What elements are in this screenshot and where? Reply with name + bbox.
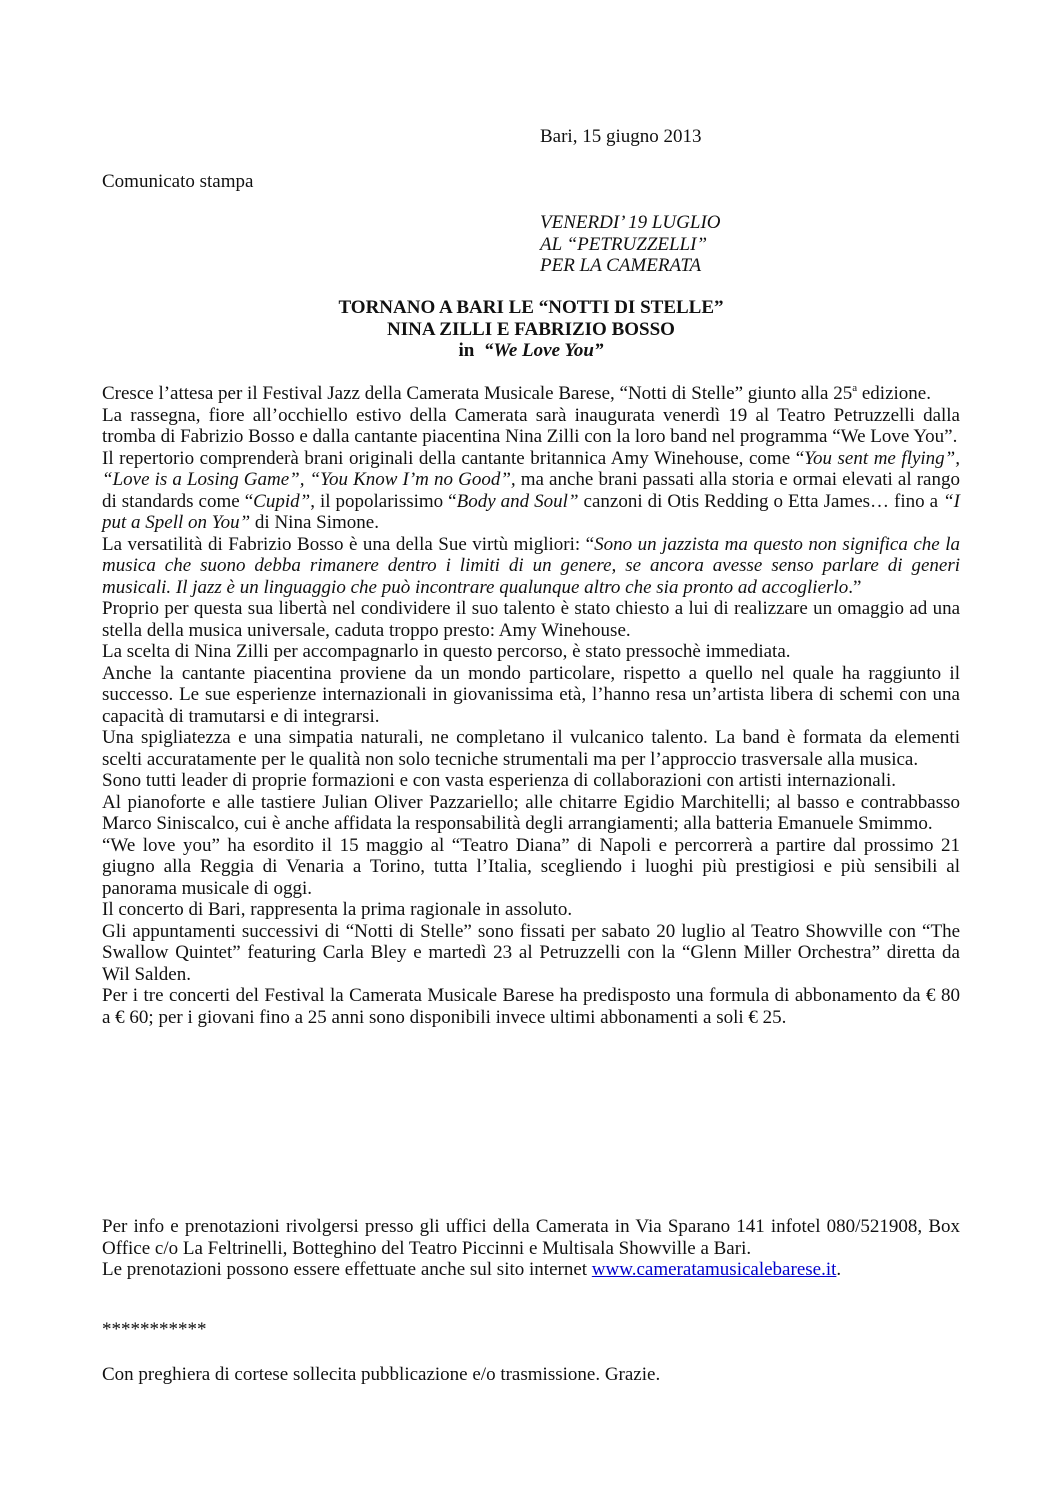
paragraph: Gli appuntamenti successivi di “Notti di Stelle” sono fissati per sabato 20 luglio al Teatro Showville con “The Swallow Quintet” featuring Carla Bley e martedì 23 al Petruzzelli con la “Glenn Miller Orchestra” diretta da Wil Salden. — [102, 920, 960, 985]
document-date: Bari, 15 giugno 2013 — [540, 126, 702, 147]
text-run: .” — [848, 576, 862, 598]
paragraph — [102, 448, 960, 534]
headline — [102, 297, 960, 362]
event-kicker — [540, 212, 721, 277]
text-run: edizione. — [857, 383, 931, 404]
paragraph: Proprio per questa sua libertà nel condividere il suo talento è stato chiesto a lui di realizzare un omaggio ad una stella della musica universale, caduta troppo presto: Amy Winehouse. — [102, 598, 960, 641]
contact-info — [102, 1216, 960, 1281]
kicker-line: AL “PETRUZZELLI” — [540, 233, 708, 255]
document-type-label: Comunicato stampa — [102, 171, 254, 192]
text-run: Il repertorio comprenderà brani originali della cantante britannica Amy Winehouse, come “ — [102, 447, 805, 469]
paragraph: Il concerto di Bari, rappresenta la prima ragionale in assoluto. — [102, 899, 573, 920]
paragraph: Sono tutti leader di proprie formazioni e con vasta esperienza di collaborazioni con artisti internazionali. — [102, 770, 897, 791]
text-run: , il popolarissimo “ — [310, 490, 457, 512]
closing-note: Con preghiera di cortese sollecita pubblicazione e/o trasmissione. Grazie. — [102, 1364, 661, 1385]
text-run: canzoni di Otis Redding o Etta James… fino a — [578, 490, 944, 512]
headline-show-title: “We Love You” — [483, 340, 604, 361]
paragraph: La scelta di Nina Zilli per accompagnarlo in questo percorso, è stato pressochè immediata. — [102, 641, 791, 662]
paragraph: Anche la cantante piacentina proviene da un mondo particolare, rispetto a quello nel quale ha raggiunto il successo. Le sue esperienze internazionali in giovanissima età, l’hanno resa un’artista libera di schemi con una capacità di tramutarsi e di integrarsi. — [102, 662, 960, 727]
article-body — [102, 383, 960, 1028]
paragraph: Una spigliatezza e una simpatia naturali, ne completano il vulcanico talento. La band è formata da elementi scelti accuratamente per le qualità non solo tecniche strumentali ma per l’approccio trasversale alla musica. — [102, 727, 960, 770]
headline-line-3 — [102, 340, 960, 362]
superscript-ordinal: a — [852, 382, 858, 394]
paragraph: Per info e prenotazioni rivolgersi presso gli uffici della Camerata in Via Sparano 141 infotel 080/521908, Box Office c/o La Feltrinelli, Botteghino del Teatro Piccinni e Multisala Showville a Bari. — [102, 1216, 960, 1259]
song-title: Cupid” — [253, 490, 311, 512]
song-title: “I put a Spell on You” — [102, 490, 961, 533]
paragraph: La rassegna, fiore all’occhiello estivo della Camerata sarà inaugurata venerdì 19 al Teatro Petruzzelli dalla tromba di Fabrizio Bosso e dalla cantante piacentina Nina Zilli con la loro band nel programma “We Love You”. — [102, 404, 960, 447]
separator: *********** — [102, 1319, 207, 1340]
paragraph — [102, 534, 960, 599]
quotation: Sono un jazzista ma questo non significa che la musica che suono debba rimanere dentro i limiti di un genere, se ancora avesse senso parlare di generi musicali. Il jazz è un linguaggio che può incontrare qualunque altro che sia pronto ad accoglierlo — [102, 533, 961, 598]
paragraph: “We love you” ha esordito il 15 maggio al “Teatro Diana” di Napoli e percorrerà a partire dal prossimo 21 giugno alla Reggia di Venaria a Torino, tutta l’Italia, scegliendo i luoghi più prestigiosi e più sensibili al panorama musicale di oggi. — [102, 834, 960, 899]
song-titles: You sent me flying”, “Love is a Losing Game”, “You Know I’m no Good”, — [102, 447, 961, 490]
paragraph: Al pianoforte e alle tastiere Julian Oliver Pazzariello; alle chitarre Egidio Marchitelli; al basso e contrabbasso Marco Siniscalco, cui è anche affidata la responsabilità degli arrangiamenti; alla batteria Emanuele Smimmo. — [102, 791, 960, 834]
headline-line-2: NINA ZILLI E FABRIZIO BOSSO — [387, 318, 675, 340]
text-run: . — [836, 1259, 842, 1280]
paragraph — [102, 1259, 960, 1281]
website-link[interactable]: www.cameratamusicalebarese.it — [591, 1259, 837, 1280]
text-run: La versatilità di Fabrizio Bosso è una della Sue virtù migliori: “ — [102, 533, 595, 555]
kicker-line: PER LA CAMERATA — [540, 255, 702, 276]
kicker-line: VENERDI’ 19 LUGLIO — [540, 212, 721, 233]
paragraph — [102, 383, 960, 405]
text-run: ma anche brani passati alla storia e ormai elevati al rango di standards come “ — [102, 469, 960, 512]
headline-line-1: TORNANO A BARI LE “NOTTI DI STELLE” — [338, 297, 724, 318]
paragraph: Per i tre concerti del Festival la Camerata Musicale Barese ha predisposto una formula di abbonamento da € 80 a € 60; per i giovani fino a 25 anni sono disponibili invece ultimi abbonamenti a soli € 25. — [102, 985, 960, 1028]
text-run: di Nina Simone. — [250, 512, 379, 533]
text-run: Cresce l’attesa per il Festival Jazz della Camerata Musicale Barese, “Notti di Stelle” giunto alla 25 — [102, 383, 853, 404]
song-title: Body and Soul” — [456, 490, 579, 512]
headline-prefix: in — [458, 340, 475, 361]
text-run: Le prenotazioni possono essere effettuate anche sul sito internet — [102, 1259, 592, 1280]
